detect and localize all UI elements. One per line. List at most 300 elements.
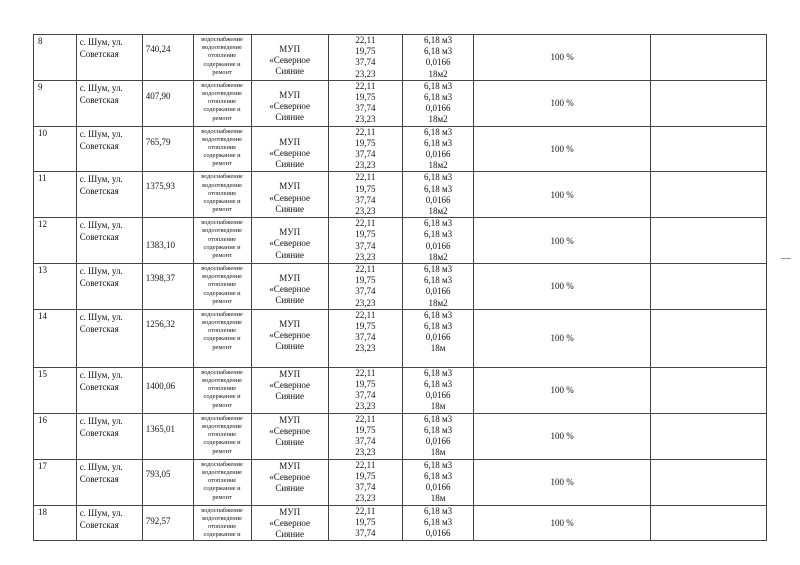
service-line: отопление — [207, 189, 237, 197]
provider-line: Сияние — [275, 528, 304, 539]
volumes-cell — [402, 80, 473, 126]
service-line: содержание и — [203, 289, 241, 297]
services-cell — [193, 264, 251, 310]
provider-cell — [251, 413, 328, 459]
service-line: ремонт — [212, 493, 232, 501]
provider-line: МУП — [279, 227, 301, 238]
empty-cell — [651, 367, 767, 413]
tariff-value: 19,75 — [355, 425, 376, 436]
tariff-value: 22,11 — [355, 309, 376, 320]
percent-value: 100 % — [550, 189, 574, 200]
row-number: 9 — [38, 81, 43, 92]
tariff-value: 23,23 — [355, 401, 376, 412]
service-line: ремонт — [212, 343, 232, 351]
service-line: содержание и — [203, 243, 241, 251]
volumes-cell — [402, 413, 473, 459]
service-line: водоснабжение — [201, 368, 243, 376]
service-line: водоснабжение — [201, 506, 243, 514]
volume-value: 18м2 — [428, 297, 448, 308]
address-line: Советская — [79, 381, 119, 392]
provider-line: «Северное — [269, 284, 311, 295]
table-row — [34, 218, 767, 264]
service-line: водоснабжение — [201, 36, 243, 43]
provider-cell — [251, 459, 328, 505]
service-line: водоотведение — [202, 227, 242, 235]
address-cell — [76, 309, 142, 367]
tariff-value: 22,11 — [355, 413, 376, 424]
volume-value: 0,0166 — [425, 149, 451, 160]
volume-value: 0,0166 — [425, 390, 451, 401]
volumes-cell — [402, 309, 473, 367]
service-line: содержание и — [203, 485, 241, 493]
provider-line: МУП — [279, 460, 301, 471]
service-line: отопление — [207, 385, 237, 393]
volume-value: 6,18 м3 — [423, 516, 453, 527]
percent-cell — [474, 218, 651, 264]
tariff-value: 19,75 — [355, 516, 376, 527]
area-cell — [142, 459, 193, 505]
tariff-value: 19,75 — [355, 229, 376, 240]
percent-cell — [474, 367, 651, 413]
tariff-value: 37,74 — [355, 390, 376, 401]
area-cell — [142, 126, 193, 172]
provider-line: «Северное — [269, 471, 311, 482]
volume-value: 6,18 м3 — [423, 309, 453, 320]
row-number: 14 — [38, 310, 47, 321]
volume-value: 0,0166 — [425, 103, 451, 114]
service-line: водоотведение — [202, 44, 242, 52]
provider-line: «Северное — [269, 330, 311, 341]
volume-value: 0,0166 — [425, 332, 451, 343]
address-cell — [76, 126, 142, 172]
volume-value: 0,0166 — [425, 57, 451, 68]
tariff-value: 37,74 — [355, 482, 376, 493]
service-line: ремонт — [212, 206, 232, 214]
address-line: с. Шум, ул. — [79, 128, 123, 139]
service-line: водоотведение — [202, 273, 242, 281]
table-row — [34, 126, 767, 172]
tariff-value: 22,11 — [355, 218, 376, 229]
tariff-value: 22,11 — [355, 80, 376, 91]
tariffs-cell — [328, 172, 402, 218]
tariff-value: 37,74 — [355, 436, 376, 447]
service-line: отопление — [207, 327, 237, 335]
row-number: 10 — [38, 127, 47, 138]
row-number-cell — [34, 309, 77, 367]
volumes-cell — [402, 459, 473, 505]
volume-value: 6,18 м3 — [423, 321, 453, 332]
tariffs-cell — [328, 218, 402, 264]
provider-line: «Северное — [269, 426, 311, 437]
service-line: водоснабжение — [201, 81, 243, 89]
provider-line: МУП — [279, 273, 301, 284]
tariffs-cell — [328, 264, 402, 310]
table-row — [34, 264, 767, 310]
provider-line: Сияние — [275, 66, 304, 77]
row-number-cell — [34, 505, 77, 541]
provider-line: МУП — [279, 181, 301, 192]
service-line: водоотведение — [202, 377, 242, 385]
row-number-cell — [34, 126, 77, 172]
row-number: 15 — [38, 368, 47, 379]
address-line: Советская — [79, 186, 119, 197]
volume-value: 6,18 м3 — [423, 172, 453, 183]
row-number: 18 — [38, 506, 47, 517]
area-value: 793,05 — [145, 468, 171, 479]
percent-cell — [474, 126, 651, 172]
volume-value: 18м — [430, 447, 446, 458]
address-cell — [76, 264, 142, 310]
tariff-table — [33, 34, 767, 541]
tariff-value: 23,23 — [355, 206, 376, 217]
address-line: Советская — [79, 278, 119, 289]
service-line: отопление — [207, 144, 237, 152]
tariffs-cell — [328, 35, 402, 81]
provider-line: МУП — [279, 136, 301, 147]
services-cell — [193, 172, 251, 218]
provider-line: Сияние — [275, 249, 304, 260]
percent-value: 100 % — [550, 281, 574, 292]
service-line: отопление — [207, 431, 237, 439]
services-cell — [193, 459, 251, 505]
row-number-cell — [34, 459, 77, 505]
provider-cell — [251, 505, 328, 541]
volume-value: 18м2 — [428, 206, 448, 217]
volume-value: 6,18 м3 — [423, 275, 453, 286]
service-line: отопление — [207, 52, 237, 60]
row-number-cell — [34, 218, 77, 264]
provider-line: «Северное — [269, 192, 311, 203]
provider-line: МУП — [279, 368, 301, 379]
volume-value: 6,18 м3 — [423, 92, 453, 103]
empty-cell — [651, 80, 767, 126]
volume-value: 18м — [430, 493, 446, 504]
service-line: отопление — [207, 98, 237, 106]
service-line: водоснабжение — [201, 265, 243, 273]
table-row — [34, 505, 767, 541]
area-value: 1365,01 — [145, 423, 176, 434]
volume-value: 0,0166 — [425, 527, 451, 538]
provider-line: Сияние — [275, 112, 304, 123]
address-line: с. Шум, ул. — [79, 37, 123, 47]
tariff-value: 23,23 — [355, 68, 376, 79]
empty-cell — [651, 126, 767, 172]
table-row — [34, 413, 767, 459]
volume-value: 6,18 м3 — [423, 183, 453, 194]
services-cell — [193, 35, 251, 81]
service-line: содержание и — [203, 198, 241, 206]
tariff-value: 37,74 — [355, 240, 376, 251]
address-line: Советская — [79, 323, 119, 334]
area-value: 1400,06 — [145, 380, 176, 391]
volume-value: 6,18 м3 — [423, 379, 453, 390]
address-line: Советская — [79, 140, 119, 151]
service-line: водоснабжение — [201, 460, 243, 468]
row-number-cell — [34, 264, 77, 310]
service-line: содержание и — [203, 106, 241, 114]
address-line: Советская — [79, 94, 119, 105]
address-line: с. Шум, ул. — [79, 311, 123, 322]
tariff-value: 37,74 — [355, 286, 376, 297]
service-line: содержание и — [203, 152, 241, 160]
volumes-cell — [402, 172, 473, 218]
service-line: содержание и — [203, 439, 241, 447]
service-line: ремонт — [212, 160, 232, 168]
percent-value: 100 % — [550, 385, 574, 396]
tariffs-cell — [328, 459, 402, 505]
table-row — [34, 309, 767, 367]
tariff-value: 23,23 — [355, 114, 376, 125]
address-cell — [76, 35, 142, 81]
service-line: водоотведение — [202, 181, 242, 189]
tariff-value: 22,11 — [355, 264, 376, 275]
table-row — [34, 172, 767, 218]
address-line: с. Шум, ул. — [79, 82, 123, 93]
area-value: 765,79 — [145, 136, 171, 147]
tariff-value: 23,23 — [355, 493, 376, 504]
service-line: ремонт — [212, 252, 232, 260]
provider-line: МУП — [279, 318, 301, 329]
provider-line: Сияние — [275, 203, 304, 214]
service-line: ремонт — [212, 297, 232, 305]
volumes-cell — [402, 126, 473, 172]
provider-cell — [251, 126, 328, 172]
volume-value: 6,18 м3 — [423, 137, 453, 148]
service-line: ремонт — [212, 68, 232, 76]
tariffs-cell — [328, 309, 402, 367]
address-cell — [76, 218, 142, 264]
empty-cell — [651, 309, 767, 367]
volume-value: 6,18 м3 — [423, 126, 453, 137]
service-line: содержание и — [203, 393, 241, 401]
address-line: с. Шум, ул. — [79, 174, 123, 185]
tariffs-cell — [328, 505, 402, 541]
row-number-cell — [34, 413, 77, 459]
tariff-value: 22,11 — [355, 35, 376, 45]
empty-cell — [651, 218, 767, 264]
volume-value: 18м — [430, 343, 446, 354]
area-cell — [142, 264, 193, 310]
table-row — [34, 35, 767, 81]
provider-cell — [251, 264, 328, 310]
address-line: Советская — [79, 49, 119, 59]
percent-cell — [474, 309, 651, 367]
tariff-value: 23,23 — [355, 160, 376, 171]
service-line: водоснабжение — [201, 219, 243, 227]
tariffs-cell — [328, 126, 402, 172]
provider-line: Сияние — [275, 391, 304, 402]
tariff-value: 19,75 — [355, 137, 376, 148]
service-line: отопление — [207, 235, 237, 243]
volume-value: 6,18 м3 — [423, 218, 453, 229]
services-cell — [193, 126, 251, 172]
provider-line: Сияние — [275, 483, 304, 494]
area-cell — [142, 367, 193, 413]
provider-cell — [251, 309, 328, 367]
volume-value: 6,18 м3 — [423, 459, 453, 470]
empty-cell — [651, 264, 767, 310]
service-line: водоотведение — [202, 135, 242, 143]
table-row — [34, 80, 767, 126]
provider-line: «Северное — [269, 238, 311, 249]
table-row — [34, 459, 767, 505]
area-cell — [142, 413, 193, 459]
volume-value: 18м — [430, 401, 446, 412]
volume-value: 6,18 м3 — [423, 46, 453, 57]
empty-cell — [651, 35, 767, 81]
provider-line: Сияние — [275, 295, 304, 306]
percent-cell — [474, 505, 651, 541]
percent-value: 100 % — [550, 144, 574, 155]
area-cell — [142, 218, 193, 264]
percent-value: 100 % — [550, 98, 574, 109]
address-line: Советская — [79, 519, 119, 530]
row-number: 13 — [38, 265, 47, 276]
provider-cell — [251, 218, 328, 264]
provider-cell — [251, 35, 328, 81]
percent-value: 100 % — [550, 52, 574, 63]
service-line: отопление — [207, 281, 237, 289]
address-cell — [76, 367, 142, 413]
tariff-table-body — [34, 35, 767, 541]
area-cell — [142, 505, 193, 541]
address-line: с. Шум, ул. — [79, 507, 123, 518]
percent-value: 100 % — [550, 517, 574, 528]
tariffs-cell — [328, 80, 402, 126]
tariff-value: 22,11 — [355, 367, 376, 378]
volume-value: 6,18 м3 — [423, 35, 453, 45]
percent-cell — [474, 459, 651, 505]
row-number: 8 — [38, 36, 43, 46]
address-line: с. Шум, ул. — [79, 266, 123, 277]
provider-line: «Северное — [269, 380, 311, 391]
tariff-value: 19,75 — [355, 46, 376, 57]
tariff-value: 22,11 — [355, 126, 376, 137]
volume-value: 0,0166 — [425, 286, 451, 297]
area-value: 1383,10 — [145, 240, 176, 251]
volume-value: 0,0166 — [425, 194, 451, 205]
address-line: Советская — [79, 427, 119, 438]
volume-value: 18м2 — [428, 251, 448, 262]
provider-cell — [251, 80, 328, 126]
empty-cell — [651, 459, 767, 505]
percent-cell — [474, 35, 651, 81]
row-number-cell — [34, 80, 77, 126]
area-value: 792,57 — [145, 515, 171, 526]
volume-value: 6,18 м3 — [423, 413, 453, 424]
tariff-value: 37,74 — [355, 57, 376, 68]
volume-value: 6,18 м3 — [423, 470, 453, 481]
tariff-value: 37,74 — [355, 194, 376, 205]
service-line: содержание и — [203, 60, 241, 68]
service-line: водоотведение — [202, 423, 242, 431]
service-line: водоснабжение — [201, 127, 243, 135]
provider-line: МУП — [279, 89, 301, 100]
address-line: Советская — [79, 473, 119, 484]
service-line: отопление — [207, 477, 237, 485]
volume-value: 6,18 м3 — [423, 367, 453, 378]
provider-line: Сияние — [275, 341, 304, 352]
provider-line: Сияние — [275, 159, 304, 170]
address-line: с. Шум, ул. — [79, 461, 123, 472]
volume-value: 0,0166 — [425, 240, 451, 251]
volume-value: 18м2 — [428, 160, 448, 171]
provider-line: «Северное — [269, 101, 311, 112]
tariff-value: 19,75 — [355, 183, 376, 194]
volume-value: 18м2 — [428, 114, 448, 125]
service-line: ремонт — [212, 447, 232, 455]
service-line: ремонт — [212, 114, 232, 122]
address-line: с. Шум, ул. — [79, 415, 123, 426]
empty-cell — [651, 505, 767, 541]
percent-cell — [474, 413, 651, 459]
tariff-value: 22,11 — [355, 459, 376, 470]
volume-value: 0,0166 — [425, 482, 451, 493]
volumes-cell — [402, 367, 473, 413]
address-line: с. Шум, ул. — [79, 369, 123, 380]
volumes-cell — [402, 35, 473, 81]
services-cell — [193, 505, 251, 541]
provider-line: МУП — [279, 414, 301, 425]
volume-value: 18м2 — [428, 68, 448, 79]
tariff-value: 22,11 — [355, 172, 376, 183]
volume-value: 0,0166 — [425, 436, 451, 447]
tariff-value: 37,74 — [355, 149, 376, 160]
area-cell — [142, 309, 193, 367]
services-cell — [193, 367, 251, 413]
service-line: водоснабжение — [201, 310, 243, 318]
tariff-value: 22,11 — [355, 505, 376, 516]
address-line: с. Шум, ул. — [79, 220, 123, 231]
provider-line: «Северное — [269, 55, 311, 66]
address-cell — [76, 80, 142, 126]
area-value: 407,90 — [145, 90, 171, 101]
tariff-value: 37,74 — [355, 103, 376, 114]
tariff-value: 23,23 — [355, 251, 376, 262]
row-number: 17 — [38, 460, 47, 471]
service-line: водоотведение — [202, 468, 242, 476]
provider-line: Сияние — [275, 437, 304, 448]
percent-value: 100 % — [550, 235, 574, 246]
empty-cell — [651, 172, 767, 218]
address-cell — [76, 459, 142, 505]
services-cell — [193, 413, 251, 459]
tariffs-cell — [328, 413, 402, 459]
area-value: 740,24 — [145, 44, 171, 54]
percent-cell — [474, 80, 651, 126]
services-cell — [193, 309, 251, 367]
service-line: отопление — [207, 522, 237, 530]
tariff-value: 19,75 — [355, 321, 376, 332]
provider-line: МУП — [279, 44, 301, 54]
percent-value: 100 % — [550, 477, 574, 488]
volumes-cell — [402, 218, 473, 264]
services-cell — [193, 218, 251, 264]
provider-line: «Северное — [269, 517, 311, 528]
volume-value: 6,18 м3 — [423, 80, 453, 91]
percent-cell — [474, 264, 651, 310]
volume-value: 6,18 м3 — [423, 505, 453, 516]
row-number-cell — [34, 367, 77, 413]
service-line: содержание и — [203, 531, 241, 539]
tariff-value: 23,23 — [355, 297, 376, 308]
volume-value: 6,18 м3 — [423, 229, 453, 240]
area-cell — [142, 172, 193, 218]
tariff-value: 19,75 — [355, 275, 376, 286]
service-line: содержание и — [203, 335, 241, 343]
address-cell — [76, 505, 142, 541]
service-line: водоотведение — [202, 514, 242, 522]
